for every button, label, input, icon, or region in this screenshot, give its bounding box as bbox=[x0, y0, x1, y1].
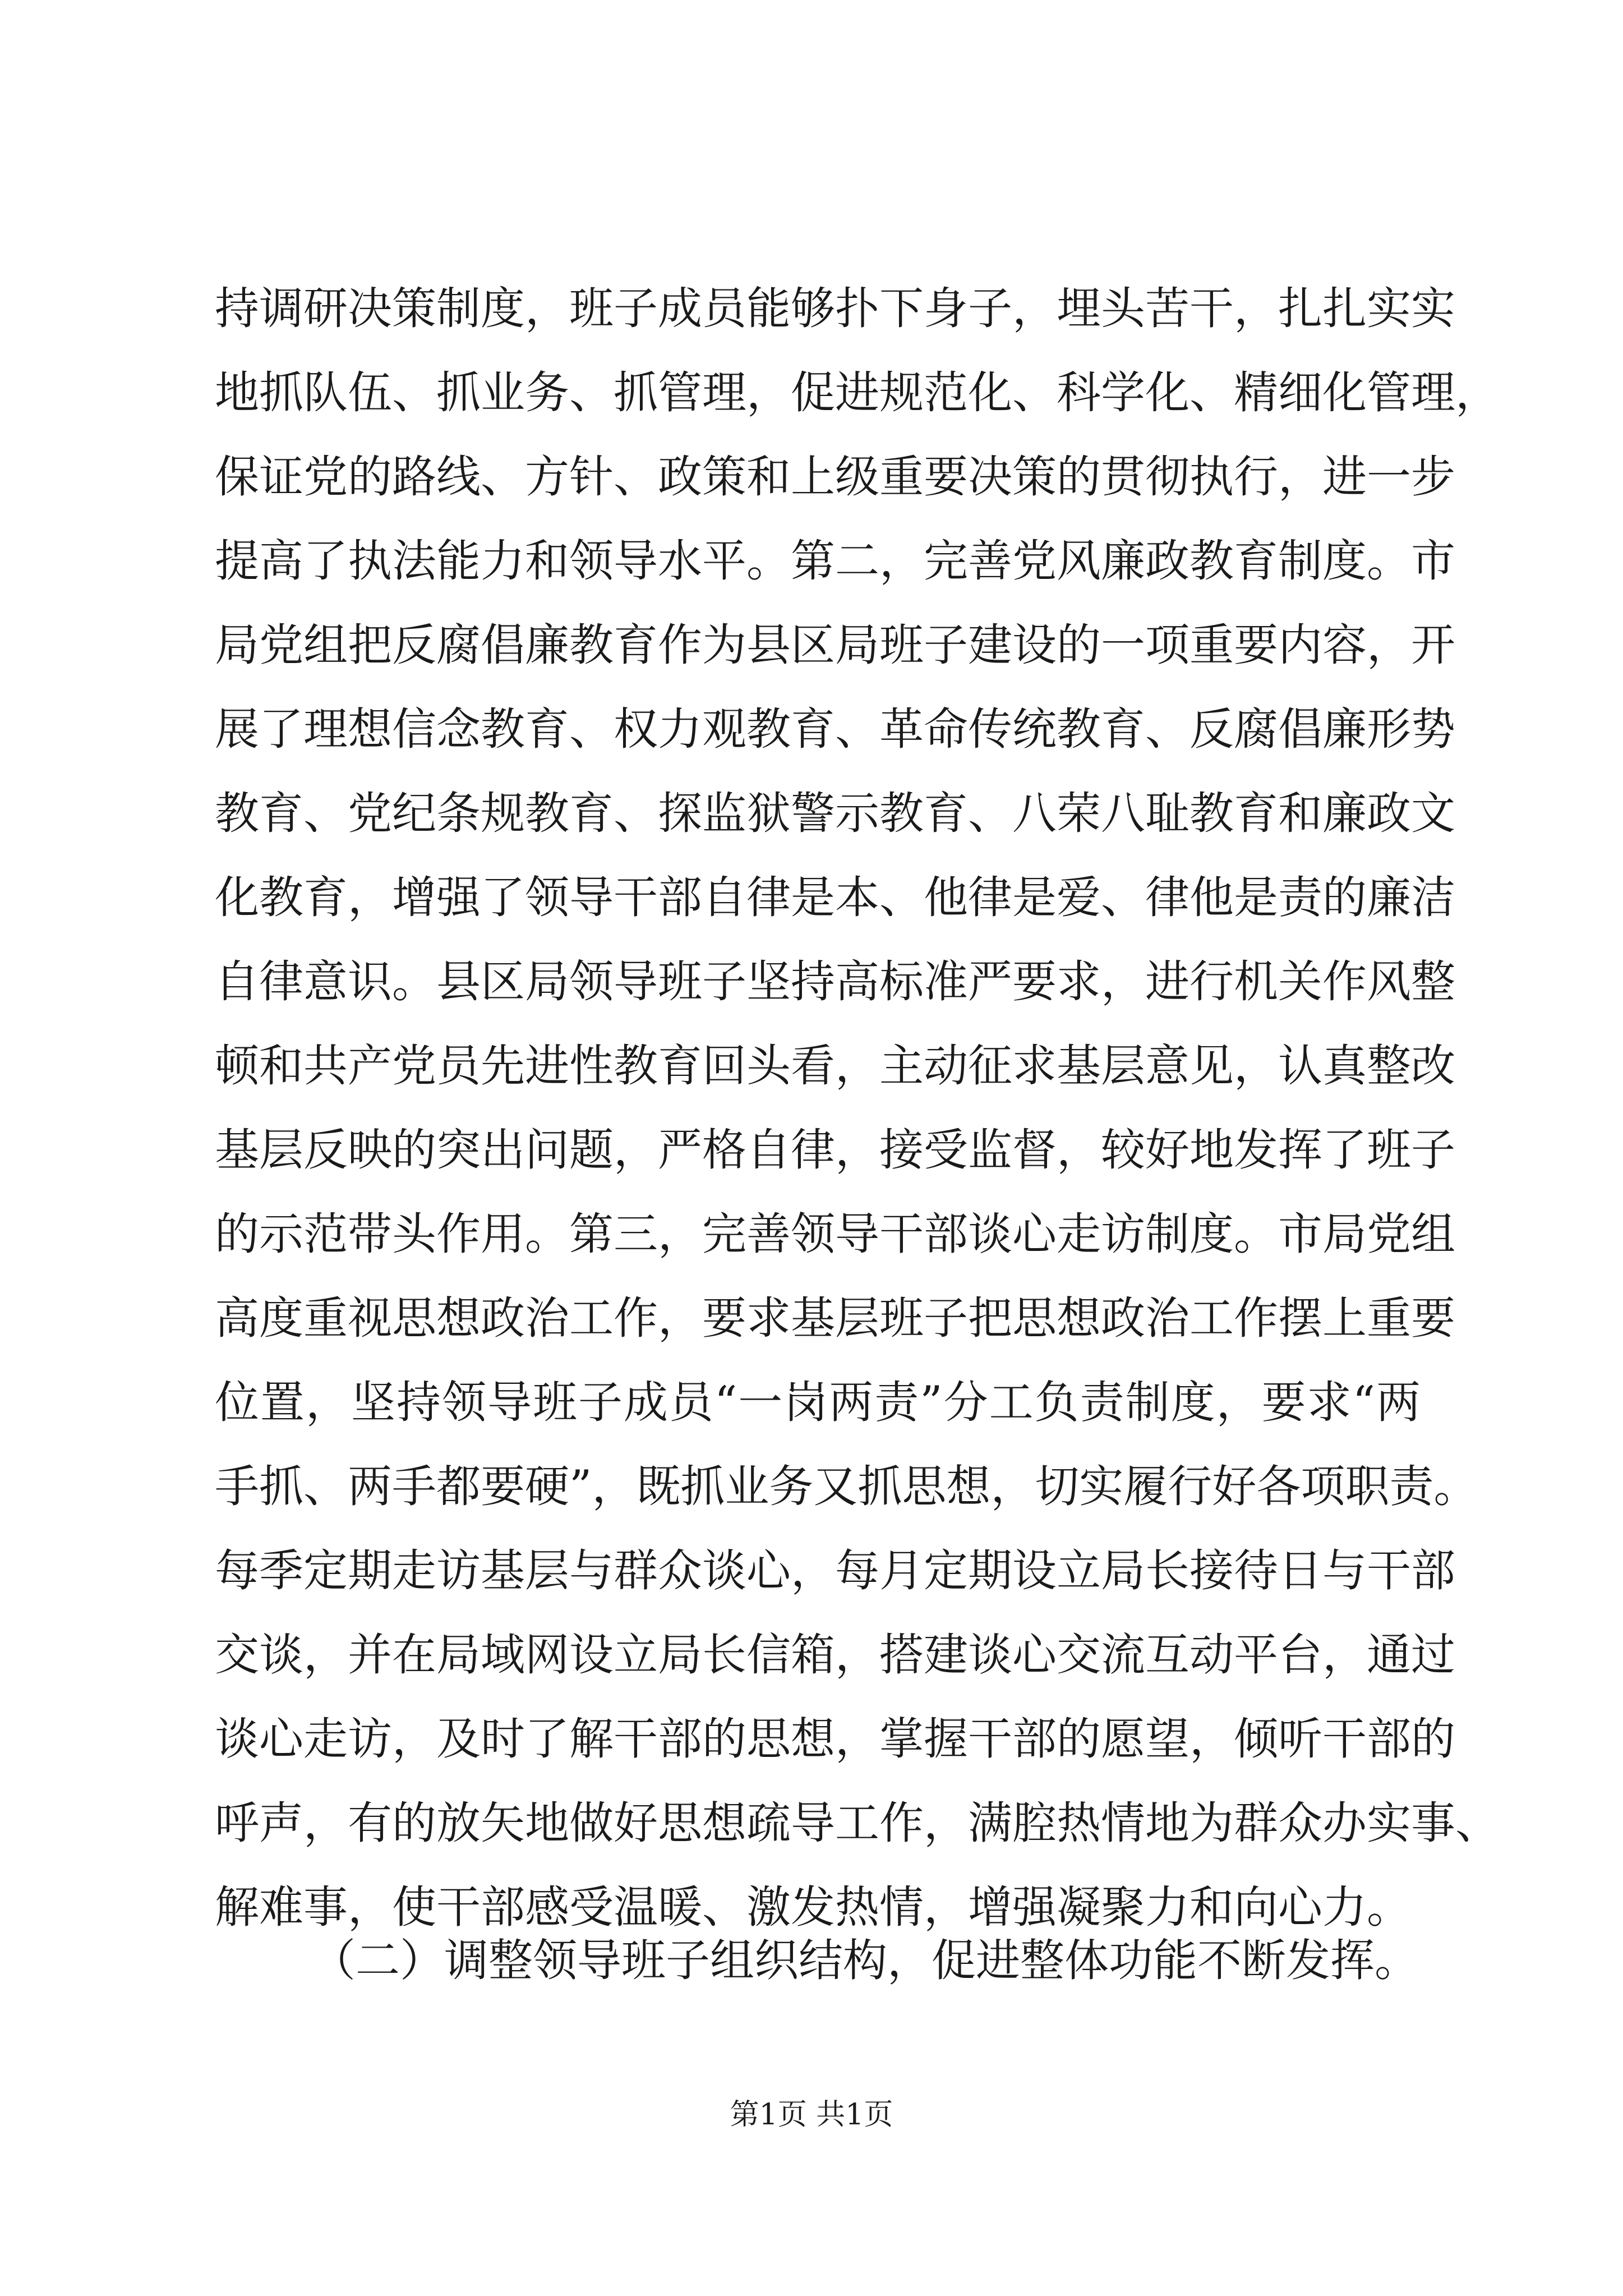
paragraph-line: 呼声，有的放矢地做好思想疏导工作，满腔热情地为群众办实事、 bbox=[215, 1797, 1500, 1849]
paragraph-line: 位置，坚持领导班子成员“一岗两责”分工负责制度，要求“两 bbox=[215, 1377, 1421, 1428]
paragraph-line: 每季定期走访基层与群众谈心，每月定期设立局长接待日与干部 bbox=[215, 1545, 1455, 1596]
paragraph-line: 提高了执法能力和领导水平。第二，完善党风廉政教育制度。市 bbox=[215, 535, 1455, 587]
paragraph-line: 保证党的路线、方针、政策和上级重要决策的贯彻执行，进一步 bbox=[215, 451, 1455, 503]
paragraph-line: 地抓队伍、抓业务、抓管理，促进规范化、科学化、精细化管理， bbox=[215, 367, 1500, 418]
paragraph-line: 的示范带头作用。第三，完善领导干部谈心走访制度。市局党组 bbox=[215, 1208, 1455, 1260]
paragraph-line: 顿和共产党员先进性教育回头看，主动征求基层意见，认真整改 bbox=[215, 1040, 1455, 1092]
paragraph-line: 展了理想信念教育、权力观教育、革命传统教育、反腐倡廉形势 bbox=[215, 703, 1455, 755]
paragraph-line: 手抓、两手都要硬”，既抓业务又抓思想，切实履行好各项职责。 bbox=[215, 1461, 1478, 1512]
paragraph-line: 局党组把反腐倡廉教育作为县区局班子建设的一项重要内容，开 bbox=[215, 619, 1455, 671]
page-footer: 第1页 共1页 bbox=[730, 2098, 893, 2132]
paragraph-line: 化教育，增强了领导干部自律是本、他律是爱、律他是责的廉洁 bbox=[215, 872, 1455, 923]
paragraph-line: 教育、党纪条规教育、探监狱警示教育、八荣八耻教育和廉政文 bbox=[215, 788, 1455, 839]
paragraph-line: 自律意识。县区局领导班子坚持高标准严要求，进行机关作风整 bbox=[215, 956, 1455, 1007]
paragraph-line: 解难事，使干部感受温暖、激发热情，增强凝聚力和向心力。 bbox=[215, 1881, 1411, 1933]
paragraph-line: 基层反映的突出问题，严格自律，接受监督，较好地发挥了班子 bbox=[215, 1124, 1455, 1176]
paragraph-line: 高度重视思想政治工作，要求基层班子把思想政治工作摆上重要 bbox=[215, 1292, 1455, 1344]
paragraph-line: 交谈，并在局域网设立局长信箱，搭建谈心交流互动平台，通过 bbox=[215, 1629, 1455, 1681]
paragraph-line: 持调研决策制度，班子成员能够扑下身子，埋头苦干，扎扎实实 bbox=[215, 283, 1455, 334]
paragraph-line: 谈心走访，及时了解干部的思想，掌握干部的愿望，倾听干部的 bbox=[215, 1713, 1455, 1765]
section-heading: （二）调整领导班子组织结构，促进整体功能不断发挥。 bbox=[311, 1935, 1419, 1986]
body-paragraph bbox=[215, 266, 1500, 1949]
